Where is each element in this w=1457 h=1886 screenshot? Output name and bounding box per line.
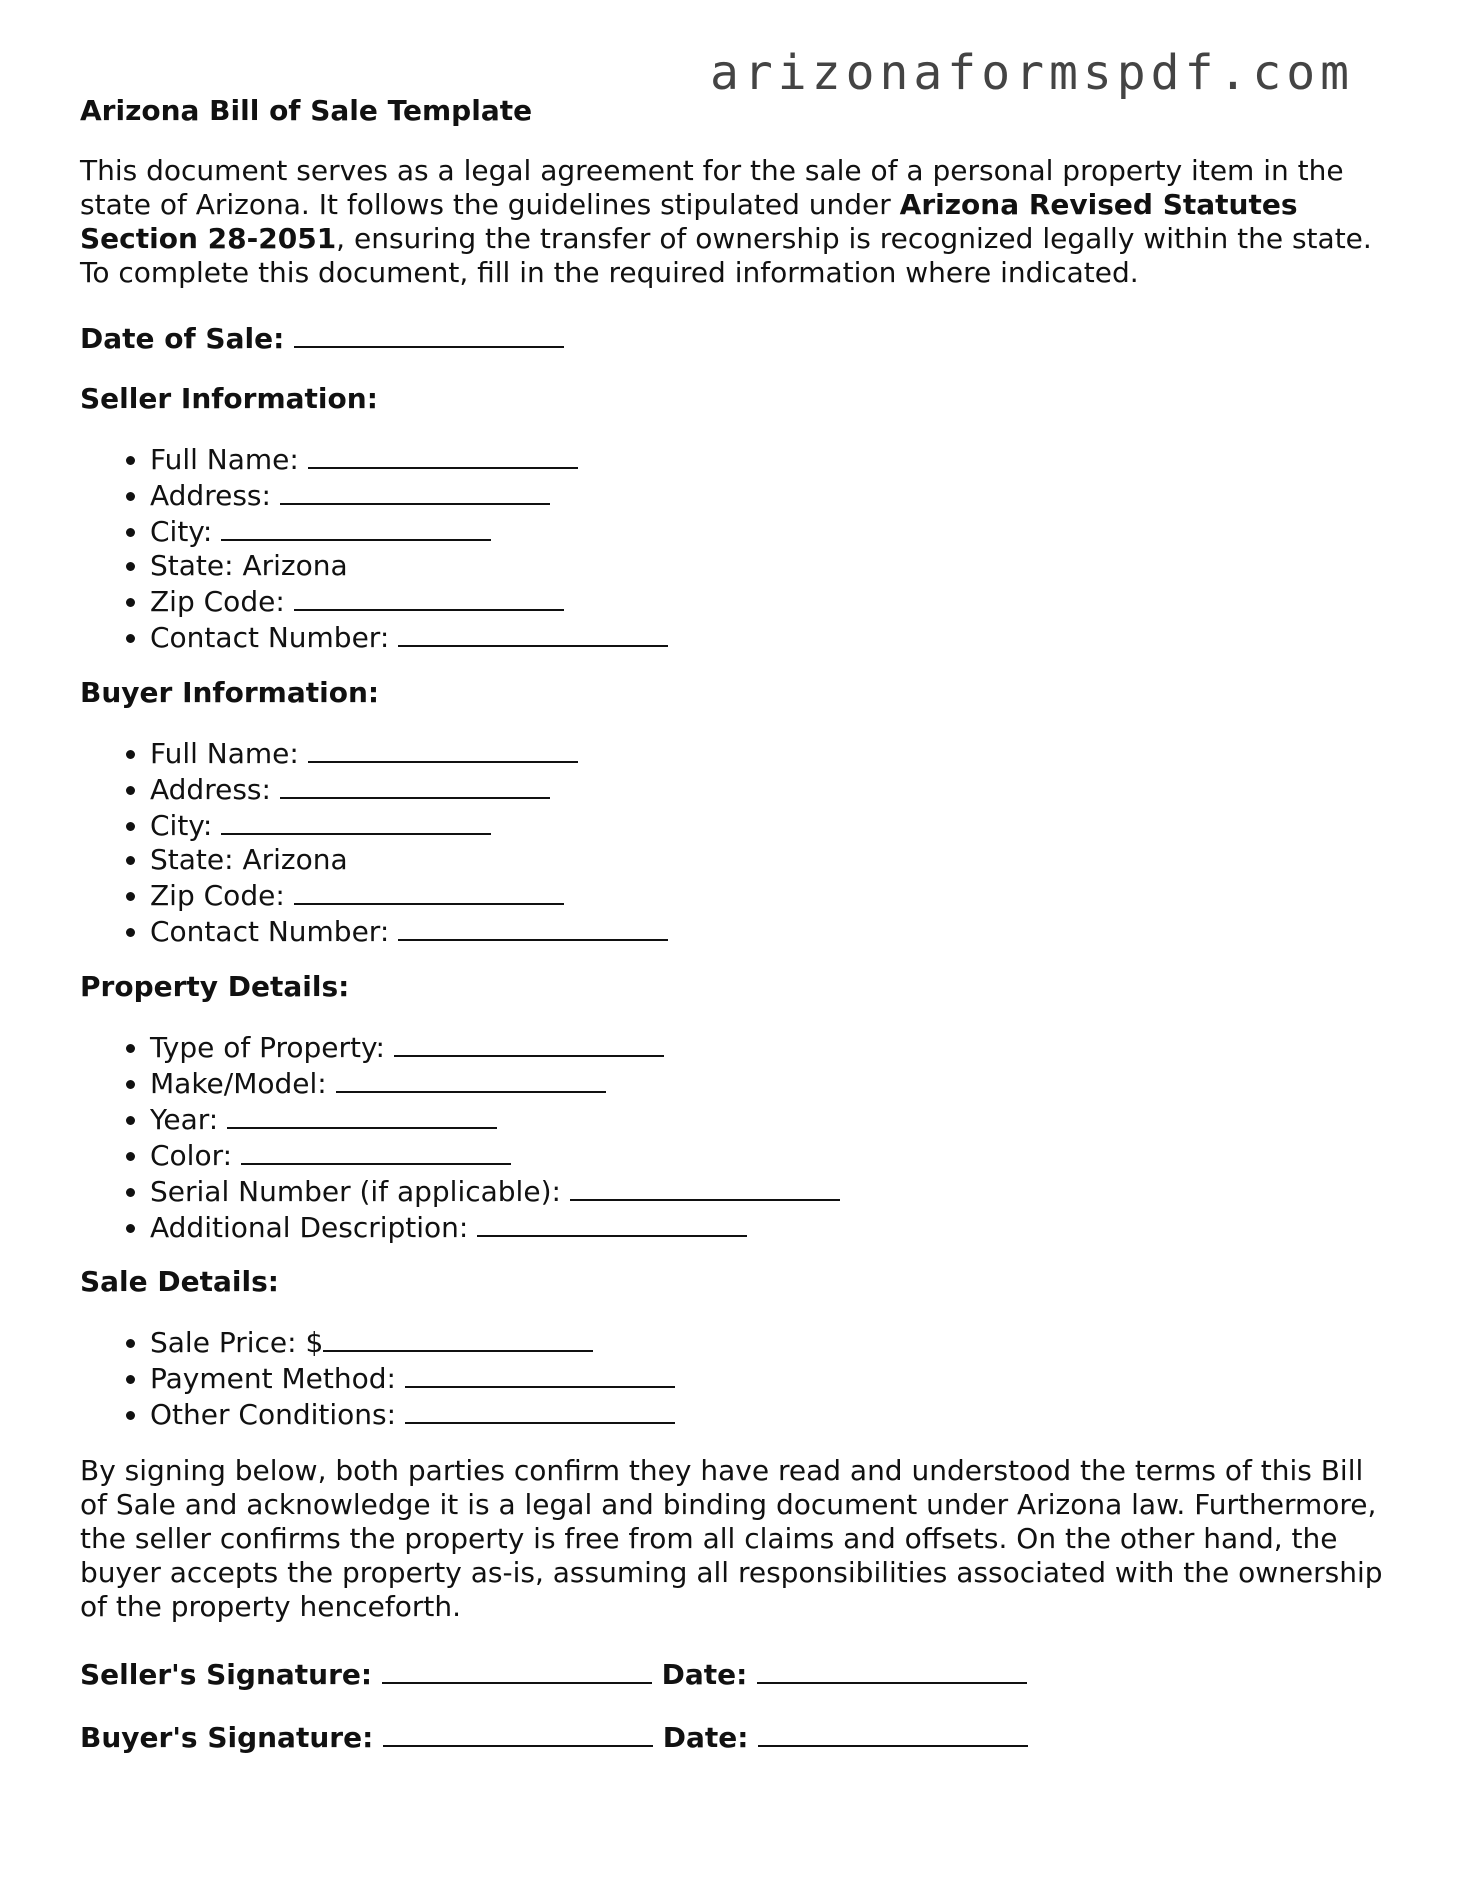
list-item (150, 583, 668, 619)
buyer-full-name-blank[interactable] (308, 735, 578, 763)
intro-text-after: , ensuring the transfer of ownership is recognized legally within the state. To complete this document, fill in the required information where indicated. (80, 222, 1372, 289)
property-year-blank[interactable] (227, 1101, 497, 1129)
item-label: Type of Property: (150, 1031, 385, 1064)
intro-text-before: This document serves as a legal agreement for the sale of a personal property item in the state of Arizona. It follows the guidelines stipulated under (80, 154, 1344, 221)
list-item (150, 513, 668, 549)
item-label: Additional Description: (150, 1211, 469, 1244)
item-label: Full Name: (150, 737, 299, 770)
property-description-blank[interactable] (477, 1209, 747, 1237)
list-item (150, 619, 668, 655)
item-label: Other Conditions: (150, 1398, 397, 1431)
sale-heading: Sale Details: (80, 1265, 279, 1298)
other-conditions-blank[interactable] (405, 1396, 675, 1424)
list-item (150, 807, 668, 843)
list-item (150, 1360, 675, 1396)
item-label: Contact Number: (150, 915, 390, 948)
list-item (150, 1101, 840, 1137)
property-list (80, 1029, 840, 1245)
seller-zip-blank[interactable] (294, 583, 564, 611)
item-label: Zip Code: (150, 585, 285, 618)
property-serial-blank[interactable] (570, 1173, 840, 1201)
list-item (150, 877, 668, 913)
payment-method-blank[interactable] (405, 1360, 675, 1388)
list-item (150, 1029, 840, 1065)
statute-reference: Arizona Revised Statutes Section 28-2051 (80, 188, 1298, 255)
item-label: Contact Number: (150, 621, 390, 654)
seller-date-label: Date: (661, 1658, 748, 1691)
seller-full-name-blank[interactable] (308, 441, 578, 469)
seller-city-blank[interactable] (221, 513, 491, 541)
item-label: State: Arizona (150, 549, 348, 582)
list-item (150, 771, 668, 807)
sale-list (80, 1324, 675, 1432)
watermark-logo: arizonaformspdf.com (710, 45, 1355, 101)
property-color-blank[interactable] (241, 1137, 511, 1165)
intro-paragraph (80, 154, 1390, 290)
buyer-signature-blank[interactable] (383, 1719, 653, 1747)
property-heading: Property Details: (80, 970, 350, 1003)
list-item (150, 843, 668, 877)
item-label: City: (150, 809, 213, 842)
seller-signature-label: Seller's Signature: (80, 1658, 373, 1691)
item-label: Address: (150, 479, 271, 512)
buyer-signature-label: Buyer's Signature: (80, 1721, 374, 1754)
seller-address-blank[interactable] (280, 477, 550, 505)
seller-heading: Seller Information: (80, 382, 378, 415)
document-title: Arizona Bill of Sale Template (80, 94, 533, 127)
buyer-contact-blank[interactable] (398, 913, 668, 941)
item-label: Full Name: (150, 443, 299, 476)
list-item (150, 1209, 840, 1245)
buyer-date-blank[interactable] (758, 1719, 1028, 1747)
list-item (150, 913, 668, 949)
item-label: State: Arizona (150, 843, 348, 876)
buyer-zip-blank[interactable] (294, 877, 564, 905)
buyer-list (80, 735, 668, 949)
seller-list (80, 441, 668, 655)
list-item (150, 1324, 675, 1360)
item-label: Address: (150, 773, 271, 806)
list-item (150, 1137, 840, 1173)
list-item (150, 441, 668, 477)
closing-paragraph: By signing below, both parties confirm they have read and understood the terms of this Bill of Sale and acknowledge it is a legal and binding document under Arizona law. Furthermore, the seller confirms the property is free from all claims and offsets. On the other hand, the buyer accepts the property as-is, assuming all responsibilities associated with the ownership of the property henceforth. (80, 1454, 1383, 1623)
item-label: Payment Method: (150, 1362, 396, 1395)
buyer-address-blank[interactable] (280, 771, 550, 799)
date-of-sale-blank[interactable] (294, 320, 564, 348)
item-label: Sale Price: $ (150, 1326, 324, 1359)
item-label: City: (150, 515, 213, 548)
seller-signature-blank[interactable] (382, 1656, 652, 1684)
sale-price-blank[interactable] (323, 1324, 593, 1352)
buyer-heading: Buyer Information: (80, 676, 380, 709)
list-item (150, 735, 668, 771)
list-item (150, 549, 668, 583)
list-item (150, 1173, 840, 1209)
property-make-model-blank[interactable] (336, 1065, 606, 1093)
buyer-date-label: Date: (662, 1721, 749, 1754)
property-type-blank[interactable] (394, 1029, 664, 1057)
list-item (150, 1396, 675, 1432)
item-label: Zip Code: (150, 879, 285, 912)
list-item (150, 477, 668, 513)
seller-date-blank[interactable] (757, 1656, 1027, 1684)
list-item (150, 1065, 840, 1101)
date-of-sale-label: Date of Sale: (80, 322, 285, 355)
item-label: Make/Model: (150, 1067, 327, 1100)
item-label: Year: (150, 1103, 219, 1136)
seller-signature-row (80, 1656, 1027, 1691)
seller-contact-blank[interactable] (398, 619, 668, 647)
buyer-signature-row (80, 1719, 1028, 1754)
item-label: Serial Number (if applicable): (150, 1175, 561, 1208)
date-of-sale-field (80, 320, 564, 355)
item-label: Color: (150, 1139, 233, 1172)
buyer-city-blank[interactable] (221, 807, 491, 835)
